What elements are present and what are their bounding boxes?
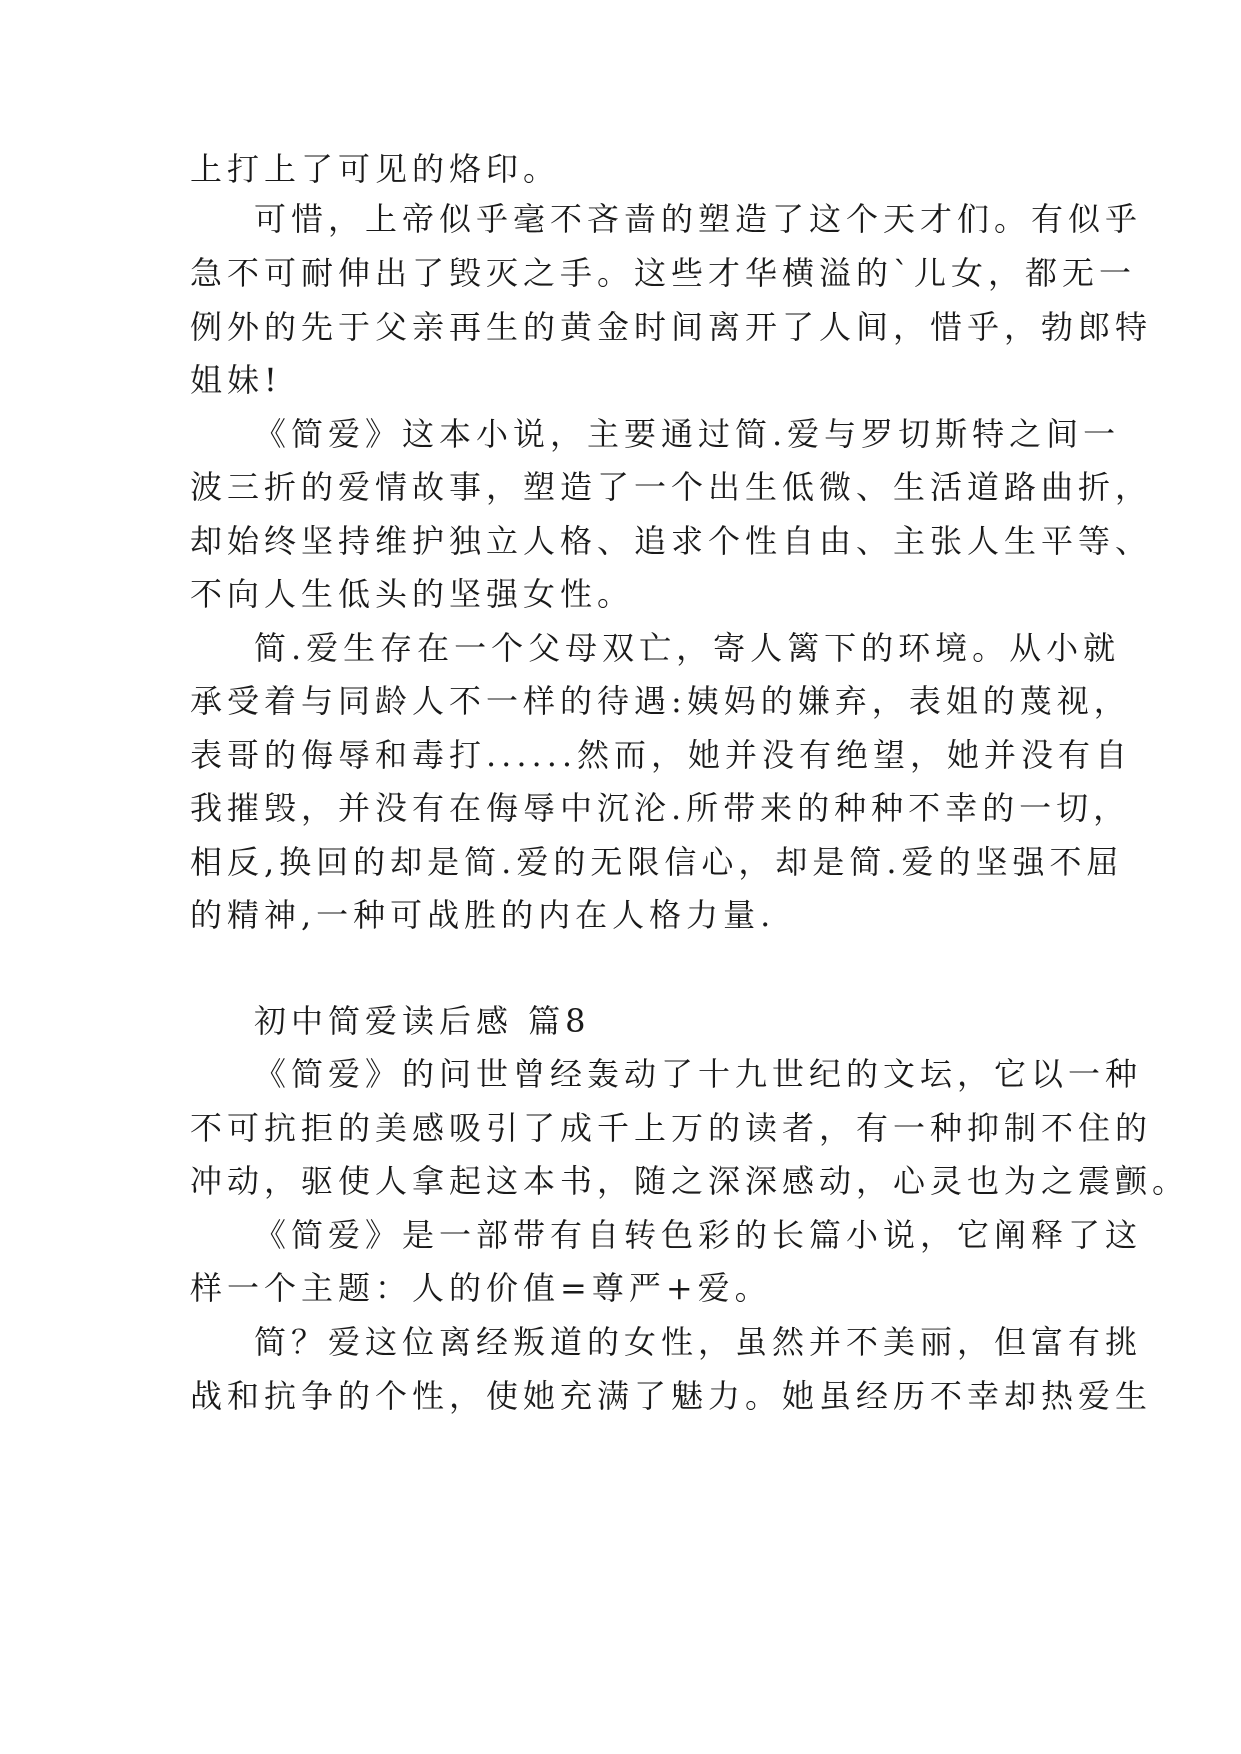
text-line: 上打上了可见的烙印。 xyxy=(190,150,561,188)
text-line: 样一个主题：人的价值=尊严+爱。 xyxy=(190,1269,772,1307)
text-line: 急不可耐伸出了毁灭之手。这些才华横溢的`儿女，都无一 xyxy=(190,254,1137,292)
text-line: 的精神,一种可战胜的内在人格力量. xyxy=(190,896,776,934)
text-line: 不向人生低头的坚强女性。 xyxy=(190,575,635,613)
section-heading: 初中简爱读后感 篇8 xyxy=(254,1002,591,1040)
paragraph-first-line: 可惜，上帝似乎毫不吝啬的塑造了这个天才们。有似乎 xyxy=(254,200,1143,238)
text-line: 波三折的爱情故事，塑造了一个出生低微、生活道路曲折， xyxy=(190,468,1153,506)
text-line: 我摧毁，并没有在侮辱中沉沦.所带来的种种不幸的一切， xyxy=(190,789,1131,827)
paragraph-first-line: 《简爱》是一部带有自转色彩的长篇小说，它阐释了这 xyxy=(254,1216,1143,1254)
paragraph-first-line: 简.爱生存在一个父母双亡，寄人篱下的环境。从小就 xyxy=(254,629,1121,667)
text-line: 表哥的侮辱和毒打......然而，她并没有绝望，她并没有自 xyxy=(190,736,1133,774)
text-line: 冲动，驱使人拿起这本书，随之深深感动，心灵也为之震颤。 xyxy=(190,1162,1190,1200)
text-line: 却始终坚持维护独立人格、追求个性自由、主张人生平等、 xyxy=(190,522,1153,560)
text-line: 例外的先于父亲再生的黄金时间离开了人间，惜乎，勃郎特 xyxy=(190,308,1153,346)
text-line: 战和抗争的个性，使她充满了魅力。她虽经历不幸却热爱生 xyxy=(190,1377,1153,1415)
text-line: 承受着与同龄人不一样的待遇:姨妈的嫌弃，表姐的蔑视， xyxy=(190,682,1131,720)
text-line: 姐妹! xyxy=(190,361,282,399)
text-line: 不可抗拒的美感吸引了成千上万的读者，有一种抑制不住的 xyxy=(190,1109,1153,1147)
paragraph-first-line: 《简爱》的问世曾经轰动了十九世纪的文坛，它以一种 xyxy=(254,1055,1143,1093)
paragraph-first-line: 简？爱这位离经叛道的女性，虽然并不美丽，但富有挑 xyxy=(254,1323,1143,1361)
paragraph-first-line: 《简爱》这本小说，主要通过简.爱与罗切斯特之间一 xyxy=(254,415,1121,453)
text-line: 相反,换回的却是简.爱的无限信心，却是简.爱的坚强不屈 xyxy=(190,843,1124,881)
